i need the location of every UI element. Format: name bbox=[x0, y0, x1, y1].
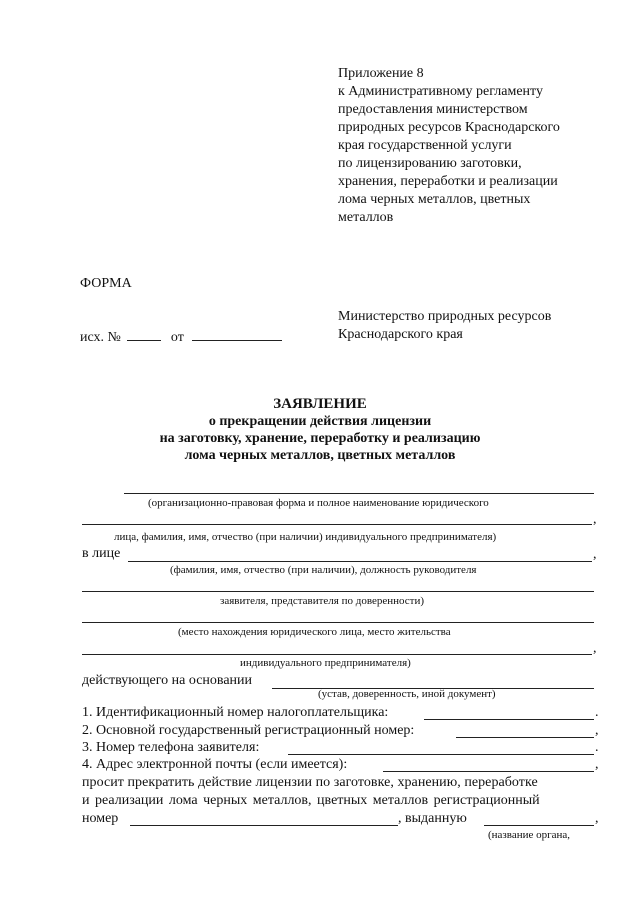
caption-entrepreneur: индивидуального предпринимателя) bbox=[240, 657, 411, 669]
outgoing-date-field[interactable] bbox=[192, 328, 282, 341]
acting-basis-label: действующего на основании bbox=[82, 673, 253, 688]
email-field[interactable] bbox=[383, 771, 594, 772]
appendix-line: края государственной услуги bbox=[338, 138, 512, 153]
ogrn-field[interactable] bbox=[456, 737, 594, 738]
outgoing-number-row bbox=[80, 328, 282, 346]
caption-authority: (название органа, bbox=[488, 829, 571, 841]
location-field[interactable] bbox=[82, 622, 594, 623]
item-ogrn-label: 2. Основной государственный регистрационный номер: bbox=[82, 723, 415, 738]
ministry-addressee bbox=[338, 308, 551, 344]
item-inn-label: 1. Идентификационный номер налогоплательщика: bbox=[82, 705, 389, 720]
appendix-line: хранения, переработки и реализации bbox=[338, 174, 558, 189]
item-email-label: 4. Адрес электронной почты (если имеется): bbox=[82, 757, 348, 772]
appendix-line: к Административному регламенту bbox=[338, 84, 543, 99]
appendix-line: по лицензированию заготовки, bbox=[338, 156, 522, 171]
appendix-line: природных ресурсов Краснодарского bbox=[338, 120, 560, 135]
ministry-line: Краснодарского края bbox=[338, 327, 463, 342]
comma: , bbox=[593, 547, 597, 562]
appendix-block bbox=[338, 65, 560, 227]
caption-representative: заявителя, представителя по доверенности) bbox=[220, 595, 425, 607]
head-name-field-2[interactable] bbox=[82, 591, 594, 592]
caption-document: (устав, доверенность, иной документ) bbox=[318, 688, 496, 700]
caption-head: (фамилия, имя, отчество (при наличии), должность руководителя bbox=[170, 564, 477, 576]
title-line: лома черных металлов, цветных металлов bbox=[184, 448, 456, 463]
appendix-line: металлов bbox=[338, 210, 394, 225]
caption-location: (место нахождения юридического лица, место жительства bbox=[178, 626, 451, 638]
head-name-field[interactable] bbox=[128, 561, 592, 562]
title-line: на заготовку, хранение, переработку и реализацию bbox=[159, 431, 481, 446]
org-name-field[interactable] bbox=[124, 493, 594, 494]
comma: , bbox=[593, 641, 597, 656]
caption-person: лица, фамилия, имя, отчество (при наличии) индивидуального предпринимателя) bbox=[114, 531, 497, 543]
org-name-field-2[interactable] bbox=[82, 524, 592, 525]
application-title bbox=[0, 396, 640, 464]
appendix-line: предоставления министерством bbox=[338, 102, 528, 117]
issued-label: , выданную bbox=[398, 811, 467, 826]
title-line: ЗАЯВЛЕНИЕ bbox=[273, 396, 367, 412]
period: . bbox=[595, 705, 599, 720]
location-field-2[interactable] bbox=[82, 654, 592, 655]
phone-field[interactable] bbox=[288, 754, 594, 755]
outgoing-from: от bbox=[170, 330, 184, 345]
comma: , bbox=[595, 757, 599, 772]
caption-org: (организационно-правовая форма и полное наименование юридического bbox=[148, 497, 489, 509]
form-label: ФОРМА bbox=[80, 276, 132, 291]
item-phone-label: 3. Номер телефона заявителя: bbox=[82, 740, 260, 755]
request-text-line: и реализации лома черных металлов, цветных металлов регистрационный bbox=[82, 793, 540, 808]
title-line: о прекращении действия лицензии bbox=[208, 414, 432, 429]
license-number-label: номер bbox=[82, 811, 119, 826]
comma: , bbox=[595, 723, 599, 738]
comma: , bbox=[595, 811, 599, 826]
in-person-label: в лице bbox=[82, 546, 121, 561]
comma: , bbox=[593, 512, 597, 527]
appendix-line: Приложение 8 bbox=[338, 66, 424, 81]
license-number-field[interactable] bbox=[130, 825, 398, 826]
ministry-line: Министерство природных ресурсов bbox=[338, 309, 552, 324]
inn-field[interactable] bbox=[424, 719, 594, 720]
outgoing-number-field[interactable] bbox=[127, 328, 161, 341]
request-text-line: просит прекратить действие лицензии по заготовке, хранению, переработке bbox=[82, 775, 538, 790]
issuing-authority-field[interactable] bbox=[484, 825, 594, 826]
outgoing-prefix: исх. № bbox=[80, 330, 121, 345]
appendix-line: лома черных металлов, цветных bbox=[338, 192, 531, 207]
period: . bbox=[595, 740, 599, 755]
